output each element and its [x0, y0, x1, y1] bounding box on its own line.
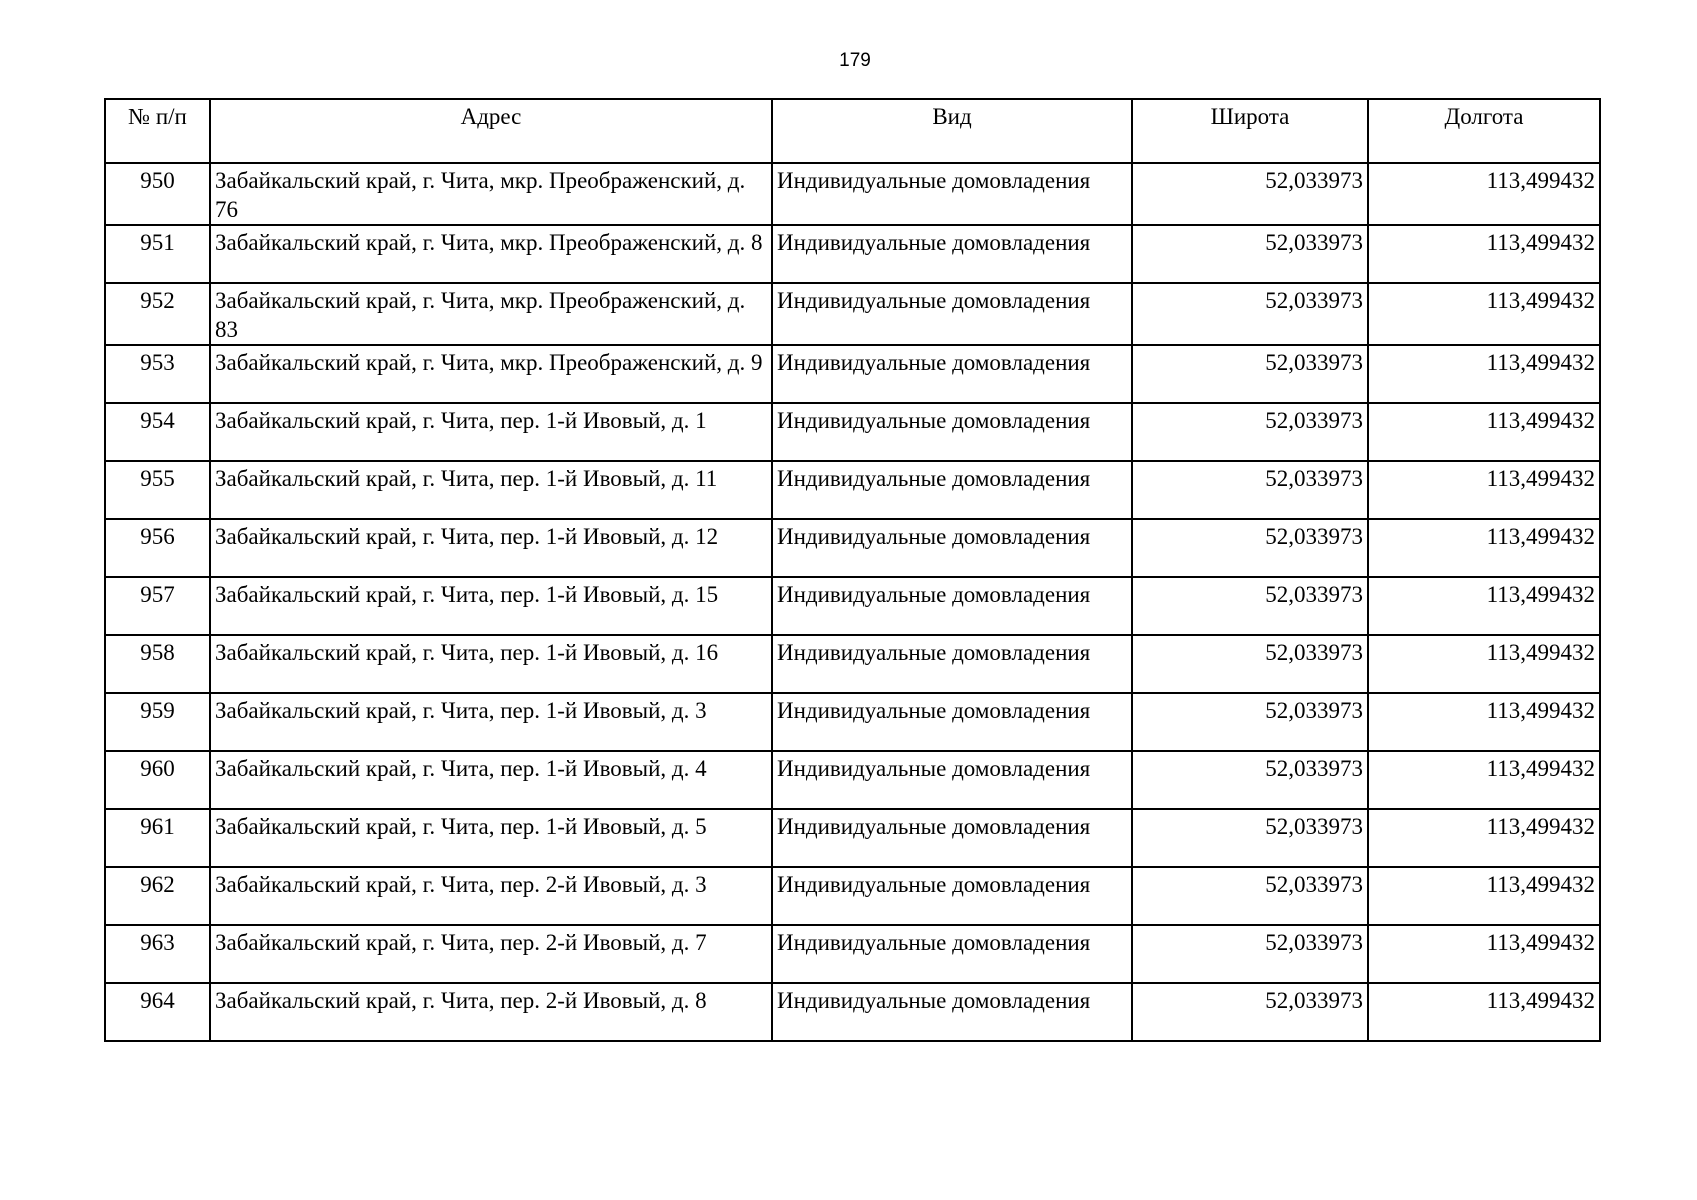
table-row	[105, 461, 1600, 519]
row-lon: 113,499432	[1368, 809, 1600, 867]
row-lon: 113,499432	[1368, 225, 1600, 283]
row-address: Забайкальский край, г. Чита, пер. 2-й Ивовый, д. 8	[210, 983, 772, 1041]
row-address: Забайкальский край, г. Чита, пер. 1-й Ивовый, д. 5	[210, 809, 772, 867]
table-row	[105, 983, 1600, 1041]
row-lon: 113,499432	[1368, 345, 1600, 403]
table-row	[105, 403, 1600, 461]
table-row	[105, 519, 1600, 577]
row-num: 960	[105, 751, 210, 809]
row-type: Индивидуальные домовладения	[772, 519, 1132, 577]
row-lat: 52,033973	[1132, 577, 1368, 635]
row-type: Индивидуальные домовладения	[772, 751, 1132, 809]
row-lat: 52,033973	[1132, 283, 1368, 345]
row-lat: 52,033973	[1132, 519, 1368, 577]
table-header-row	[105, 99, 1600, 163]
row-type: Индивидуальные домовладения	[772, 403, 1132, 461]
row-lon: 113,499432	[1368, 983, 1600, 1041]
row-type: Индивидуальные домовладения	[772, 693, 1132, 751]
row-lat: 52,033973	[1132, 461, 1368, 519]
row-lat: 52,033973	[1132, 983, 1368, 1041]
row-lon: 113,499432	[1368, 635, 1600, 693]
header-lat: Широта	[1132, 99, 1368, 163]
row-lat: 52,033973	[1132, 867, 1368, 925]
row-type: Индивидуальные домовладения	[772, 345, 1132, 403]
row-num: 950	[105, 163, 210, 225]
row-type: Индивидуальные домовладения	[772, 867, 1132, 925]
row-lon: 113,499432	[1368, 751, 1600, 809]
table-row	[105, 925, 1600, 983]
row-num: 956	[105, 519, 210, 577]
row-lon: 113,499432	[1368, 577, 1600, 635]
row-type: Индивидуальные домовладения	[772, 809, 1132, 867]
row-address: Забайкальский край, г. Чита, пер. 2-й Ивовый, д. 7	[210, 925, 772, 983]
row-type: Индивидуальные домовладения	[772, 925, 1132, 983]
table-row	[105, 283, 1600, 345]
table-row	[105, 693, 1600, 751]
header-lon: Долгота	[1368, 99, 1600, 163]
row-num: 952	[105, 283, 210, 345]
address-table	[104, 98, 1601, 1042]
row-address: Забайкальский край, г. Чита, пер. 1-й Ивовый, д. 12	[210, 519, 772, 577]
table-row	[105, 867, 1600, 925]
row-address: Забайкальский край, г. Чита, мкр. Преображенский, д. 8	[210, 225, 772, 283]
row-lon: 113,499432	[1368, 403, 1600, 461]
row-num: 963	[105, 925, 210, 983]
table-row	[105, 345, 1600, 403]
page-number: 179	[839, 50, 871, 71]
row-lat: 52,033973	[1132, 403, 1368, 461]
row-address: Забайкальский край, г. Чита, пер. 2-й Ивовый, д. 3	[210, 867, 772, 925]
row-address: Забайкальский край, г. Чита, пер. 1-й Ивовый, д. 15	[210, 577, 772, 635]
row-address: Забайкальский край, г. Чита, мкр. Преображенский, д. 9	[210, 345, 772, 403]
row-address: Забайкальский край, г. Чита, пер. 1-й Ивовый, д. 11	[210, 461, 772, 519]
row-address: Забайкальский край, г. Чита, пер. 1-й Ивовый, д. 3	[210, 693, 772, 751]
row-lon: 113,499432	[1368, 867, 1600, 925]
table-row	[105, 577, 1600, 635]
row-num: 953	[105, 345, 210, 403]
row-num: 951	[105, 225, 210, 283]
row-num: 959	[105, 693, 210, 751]
row-num: 964	[105, 983, 210, 1041]
row-lat: 52,033973	[1132, 925, 1368, 983]
row-type: Индивидуальные домовладения	[772, 163, 1132, 225]
row-address: Забайкальский край, г. Чита, мкр. Преображенский, д. 76	[210, 163, 772, 225]
row-lon: 113,499432	[1368, 461, 1600, 519]
row-type: Индивидуальные домовладения	[772, 225, 1132, 283]
row-type: Индивидуальные домовладения	[772, 635, 1132, 693]
row-lon: 113,499432	[1368, 925, 1600, 983]
header-address: Адрес	[210, 99, 772, 163]
row-num: 955	[105, 461, 210, 519]
row-lat: 52,033973	[1132, 345, 1368, 403]
row-address: Забайкальский край, г. Чита, пер. 1-й Ивовый, д. 4	[210, 751, 772, 809]
row-type: Индивидуальные домовладения	[772, 577, 1132, 635]
row-lat: 52,033973	[1132, 225, 1368, 283]
table-row	[105, 225, 1600, 283]
table-row	[105, 635, 1600, 693]
row-lon: 113,499432	[1368, 163, 1600, 225]
row-lat: 52,033973	[1132, 163, 1368, 225]
header-num: № п/п	[105, 99, 210, 163]
row-address: Забайкальский край, г. Чита, пер. 1-й Ивовый, д. 1	[210, 403, 772, 461]
row-lat: 52,033973	[1132, 635, 1368, 693]
table-row	[105, 809, 1600, 867]
row-num: 962	[105, 867, 210, 925]
row-num: 958	[105, 635, 210, 693]
row-num: 957	[105, 577, 210, 635]
table-row	[105, 751, 1600, 809]
header-type: Вид	[772, 99, 1132, 163]
row-num: 954	[105, 403, 210, 461]
row-type: Индивидуальные домовладения	[772, 283, 1132, 345]
row-lat: 52,033973	[1132, 693, 1368, 751]
row-lat: 52,033973	[1132, 751, 1368, 809]
row-lon: 113,499432	[1368, 693, 1600, 751]
row-lon: 113,499432	[1368, 283, 1600, 345]
row-type: Индивидуальные домовладения	[772, 461, 1132, 519]
row-lon: 113,499432	[1368, 519, 1600, 577]
row-num: 961	[105, 809, 210, 867]
row-address: Забайкальский край, г. Чита, мкр. Преображенский, д. 83	[210, 283, 772, 345]
row-type: Индивидуальные домовладения	[772, 983, 1132, 1041]
row-lat: 52,033973	[1132, 809, 1368, 867]
row-address: Забайкальский край, г. Чита, пер. 1-й Ивовый, д. 16	[210, 635, 772, 693]
table-row	[105, 163, 1600, 225]
